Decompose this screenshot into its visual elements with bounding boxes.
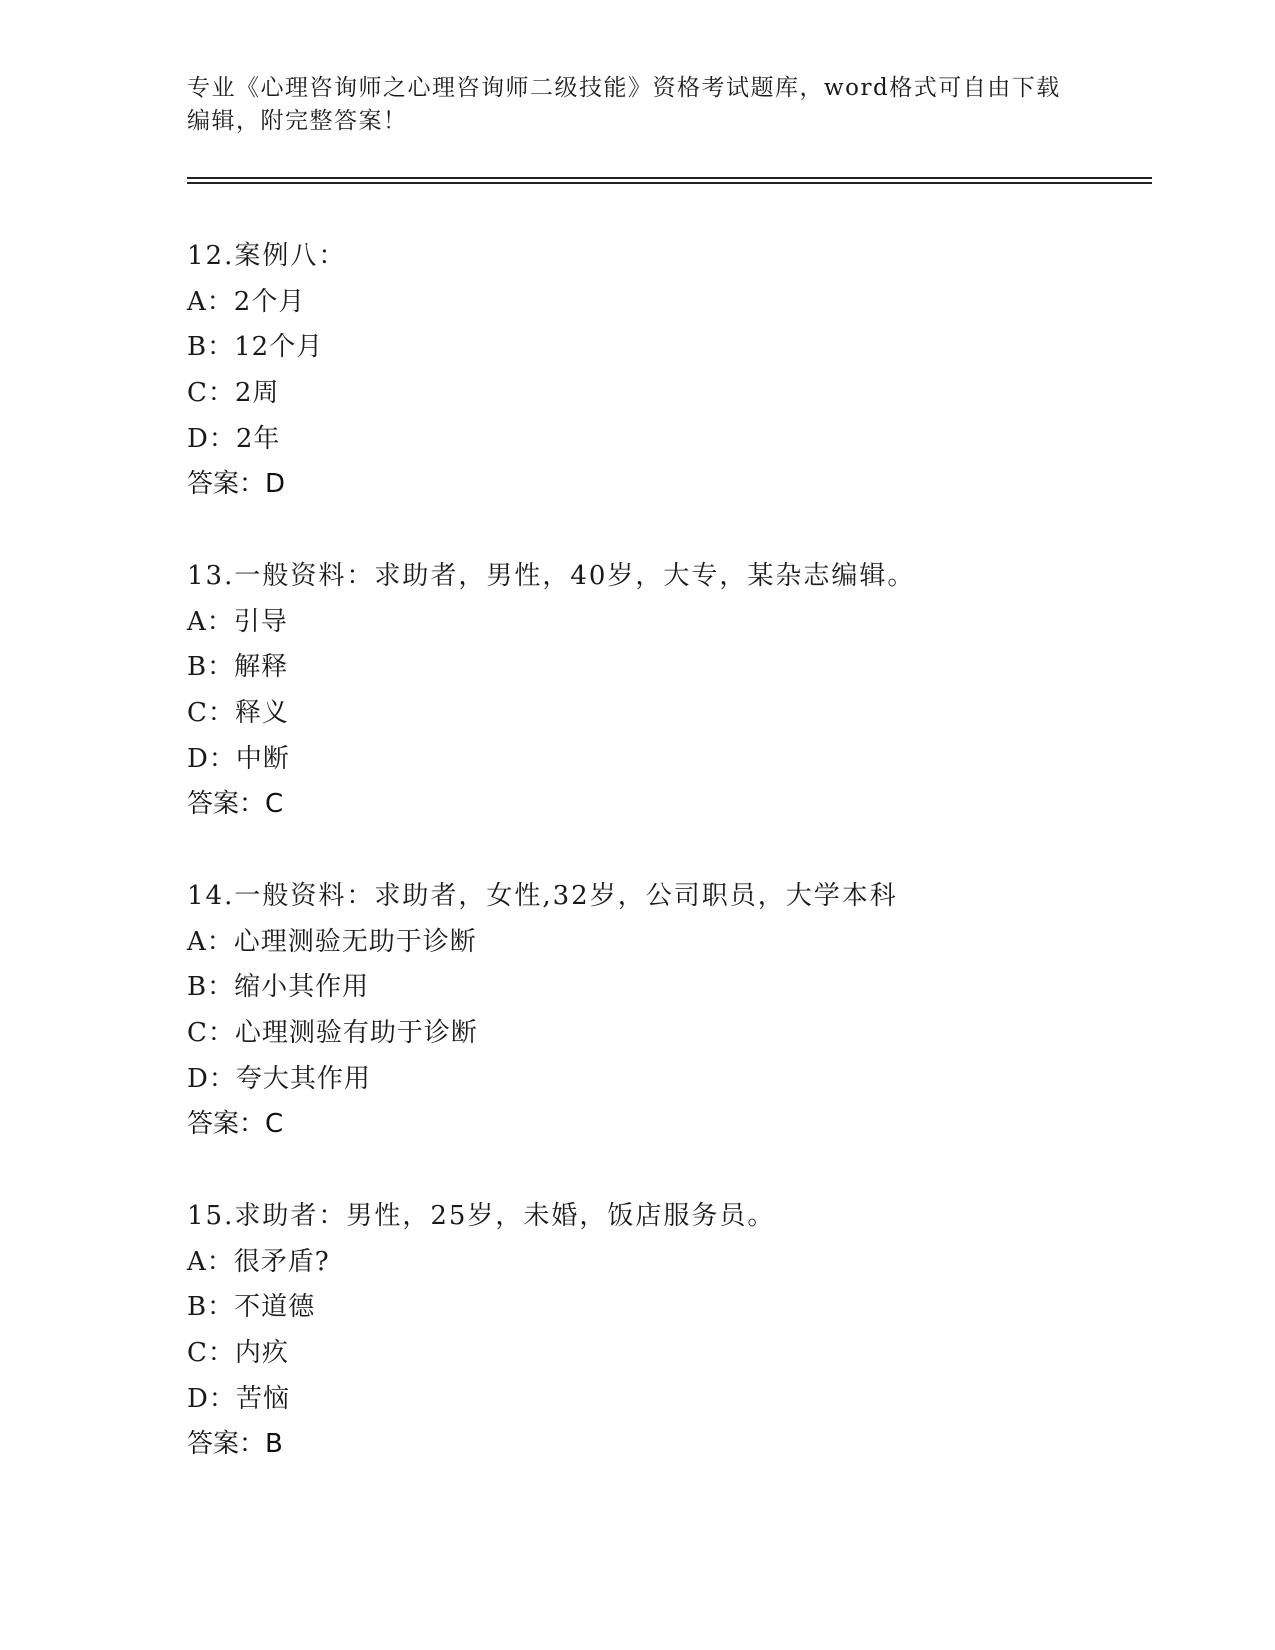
question-14 xyxy=(187,874,1167,1148)
option-c: C：内疚 xyxy=(187,1338,289,1369)
question-15 xyxy=(187,1194,1167,1468)
answer-line: 答案：D xyxy=(187,469,286,500)
option-b: B：不道德 xyxy=(187,1292,316,1323)
question-stem: 12.案例八： xyxy=(187,241,347,271)
option-d: D：夸大其作用 xyxy=(187,1063,371,1094)
answer-line: 答案：C xyxy=(187,1109,284,1140)
question-13 xyxy=(187,554,1167,828)
header-rule-top xyxy=(187,177,1152,179)
question-12 xyxy=(187,234,1167,508)
option-a: A：2个月 xyxy=(187,286,306,317)
header-rule-bottom xyxy=(187,182,1152,184)
question-stem: 13.一般资料：求助者，男性，40岁，大专，某杂志编辑。 xyxy=(187,561,916,591)
option-b: B：12个月 xyxy=(187,332,324,363)
option-b: B：缩小其作用 xyxy=(187,972,370,1003)
answer-line: 答案：B xyxy=(187,1429,283,1460)
option-a: A：很矛盾? xyxy=(187,1246,330,1277)
question-stem: 15.求助者：男性，25岁，未婚，饭店服务员。 xyxy=(187,1201,776,1231)
option-d: D：苦恼 xyxy=(187,1383,290,1414)
option-d: D：2年 xyxy=(187,423,281,454)
option-a: A：引导 xyxy=(187,606,288,637)
option-c: C：2周 xyxy=(187,378,280,409)
option-d: D：中断 xyxy=(187,743,290,774)
header-line-1: 专业《心理咨询师之心理咨询师二级技能》资格考试题库，word格式可自由下载 xyxy=(187,75,1061,101)
option-c: C：心理测验有助于诊断 xyxy=(187,1018,478,1049)
header-line-2: 编辑，附完整答案！ xyxy=(187,108,408,134)
option-a: A：心理测验无助于诊断 xyxy=(187,926,477,957)
question-stem: 14.一般资料：求助者，女性,32岁，公司职员，大学本科 xyxy=(187,881,898,911)
option-b: B：解释 xyxy=(187,652,289,683)
answer-line: 答案：C xyxy=(187,789,284,820)
option-c: C：释义 xyxy=(187,698,289,729)
document-header xyxy=(187,72,1087,138)
